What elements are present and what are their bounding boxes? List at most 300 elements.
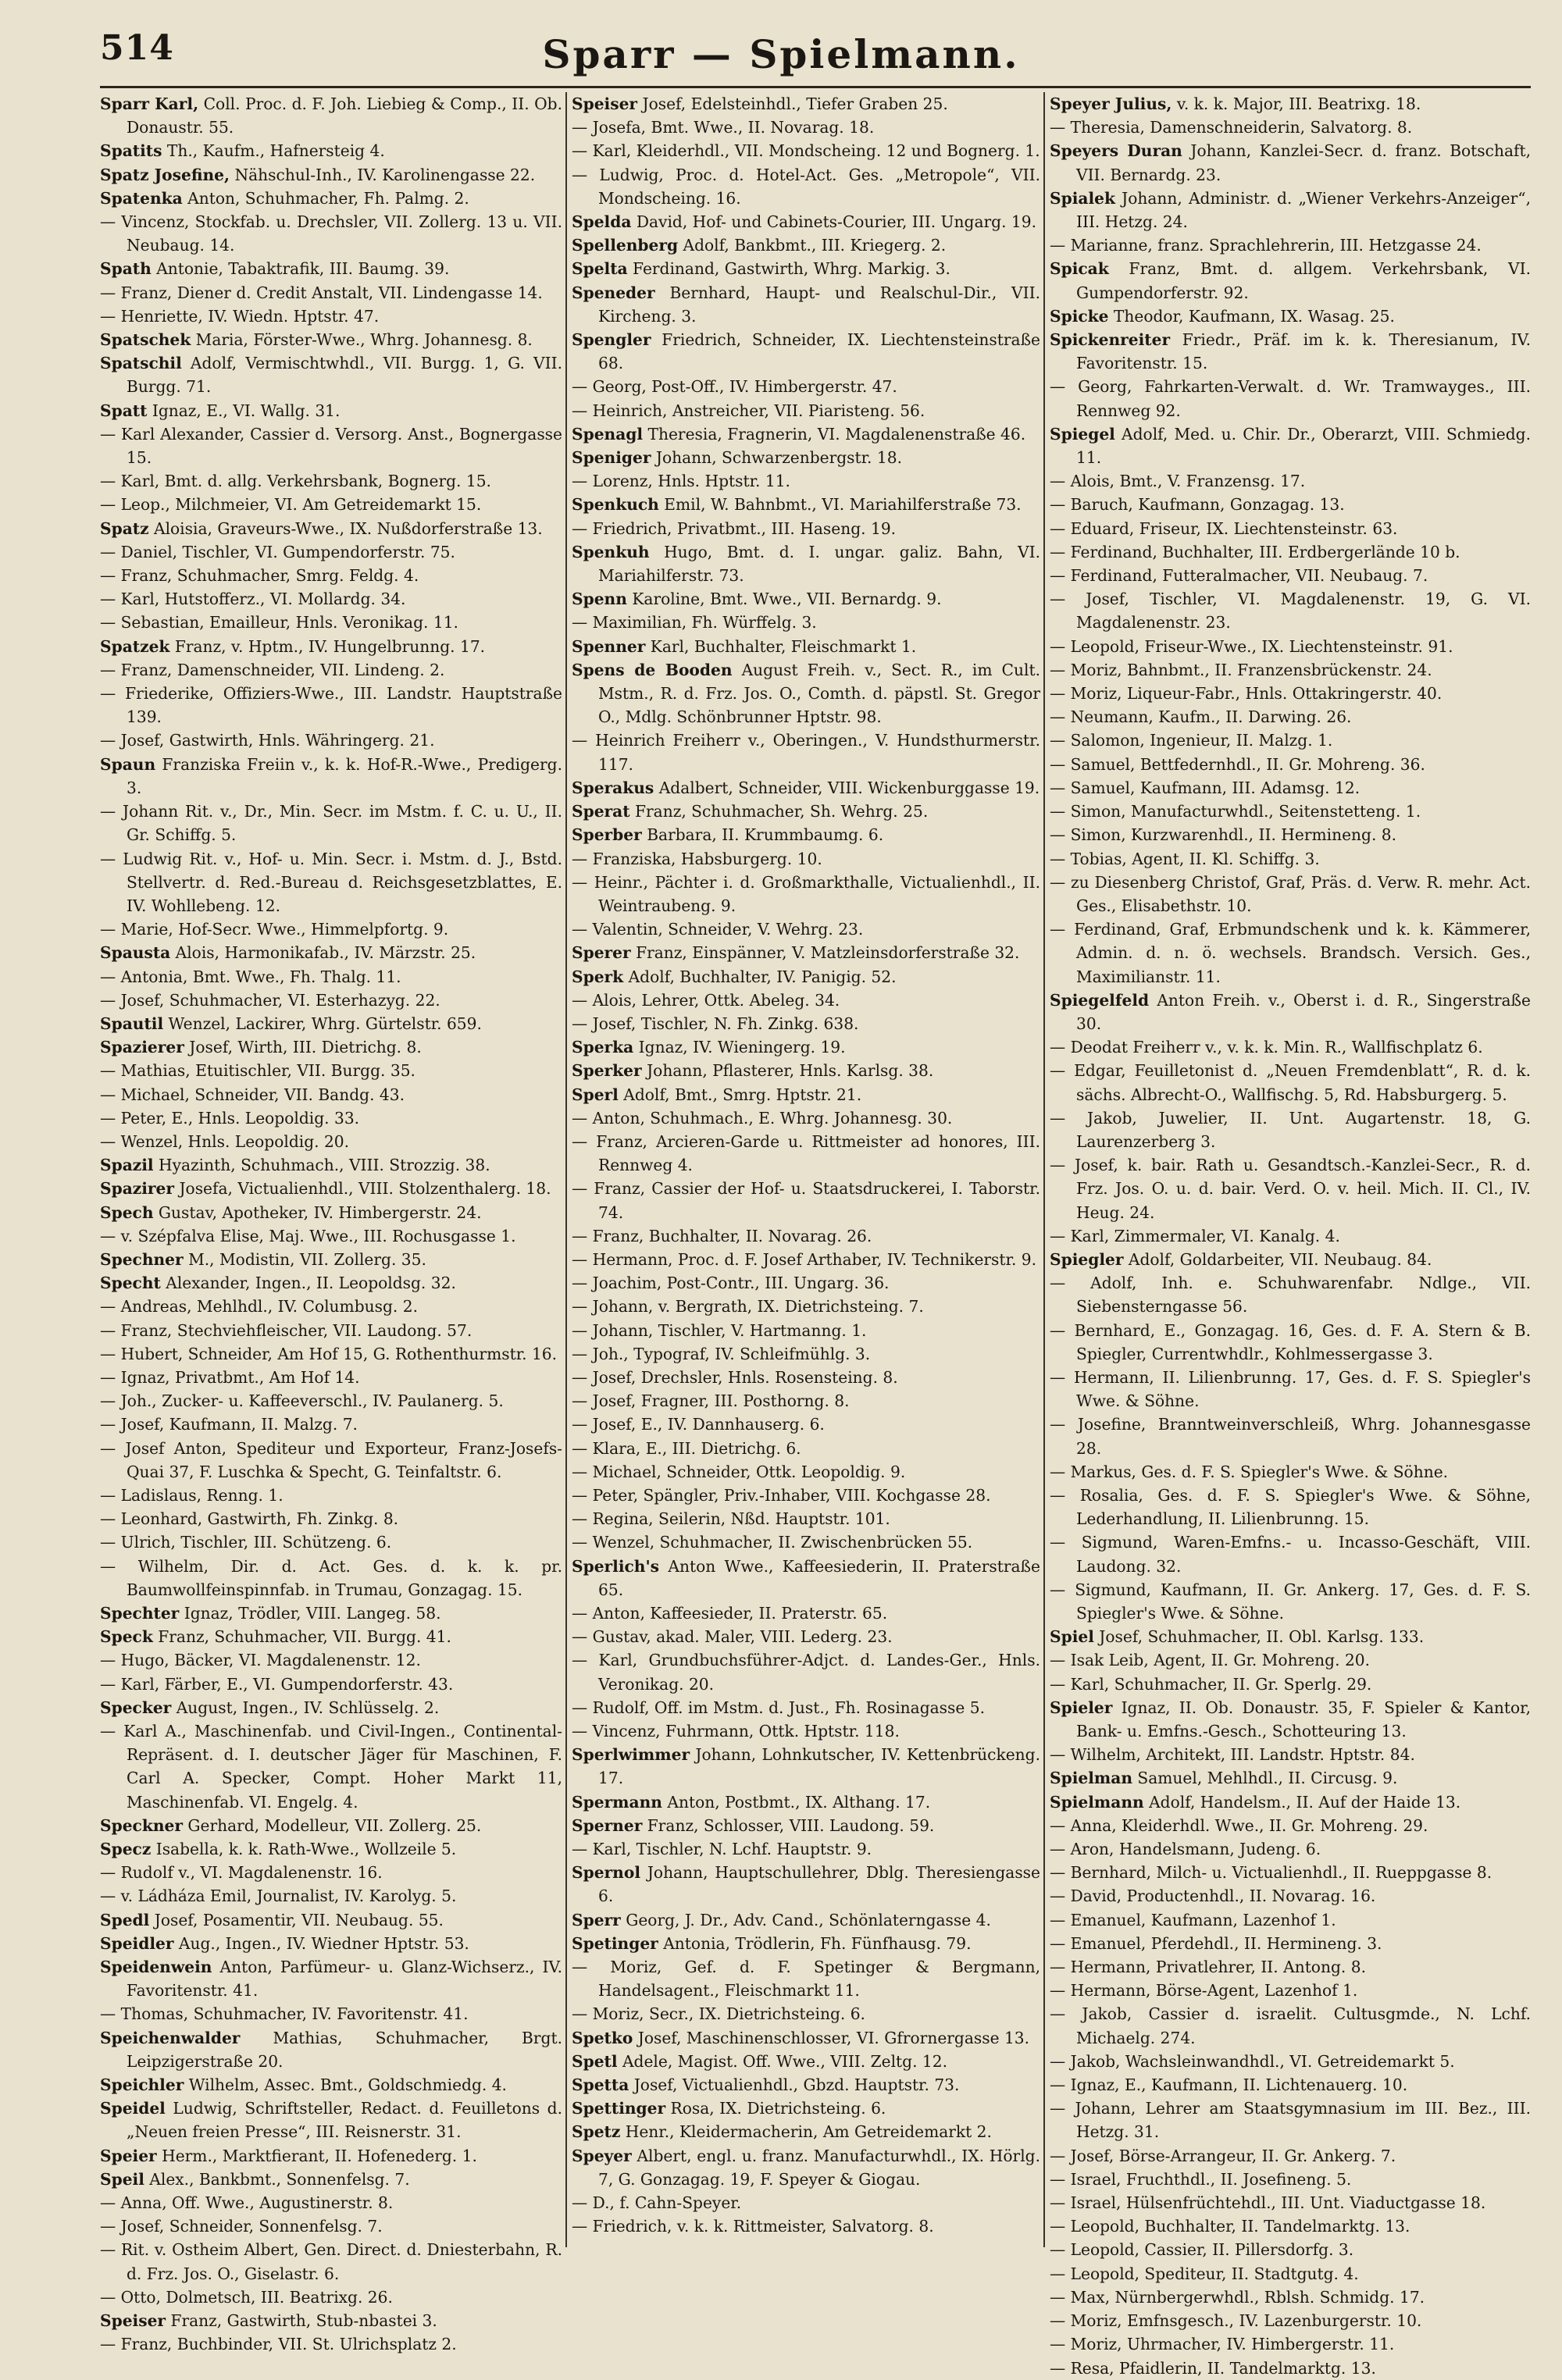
directory-entry bbox=[572, 1460, 1040, 1484]
entry-details: Johann, Lohnkutscher, IV. Kettenbrückeng. 17. bbox=[598, 1745, 1040, 1788]
entry-details: — Heinr., Pächter i. d. Großmarkthalle, Victualienhdl., II. Weintraubeng. 9. bbox=[572, 872, 1040, 915]
entry-surname: Spatschek bbox=[100, 330, 191, 350]
entry-details: — Johann, Lehrer am Staatsgymnasium im III. Bez., III. Hetzg. 31. bbox=[1050, 2099, 1531, 2142]
entry-details: Samuel, Mehlhdl., II. Circusg. 9. bbox=[1132, 1769, 1398, 1788]
entry-details: Karoline, Bmt. Wwe., VII. Bernardg. 9. bbox=[626, 590, 942, 609]
entry-details: — Leonhard, Gastwirth, Fh. Zinkg. 8. bbox=[100, 1509, 399, 1529]
column-3 bbox=[1050, 92, 1531, 2378]
entry-surname: Speyer bbox=[572, 2146, 632, 2165]
directory-entry bbox=[572, 163, 1040, 210]
directory-entry bbox=[572, 1224, 1040, 1248]
page-title: Sparr — Spielmann. bbox=[542, 31, 1020, 77]
entry-surname: Speidenwein bbox=[100, 1958, 212, 1977]
directory-entry bbox=[572, 1908, 1040, 1932]
entry-details: — Josef, Tischler, N. Fh. Zinkg. 638. bbox=[572, 1014, 859, 1033]
entry-surname: Spens de Booden bbox=[572, 660, 733, 679]
entry-details: — Hugo, Bäcker, VI. Magdalenenstr. 12. bbox=[100, 1651, 421, 1670]
directory-entry bbox=[1050, 1578, 1531, 1625]
entry-details: — Karl, Zimmermaler, VI. Kanalg. 4. bbox=[1050, 1226, 1340, 1245]
directory-entry bbox=[100, 2073, 562, 2097]
directory-entry bbox=[1050, 1932, 1531, 1955]
entry-details: Alois, Harmonikafab., IV. Märzstr. 25. bbox=[170, 943, 476, 963]
directory-entry bbox=[1050, 1884, 1531, 1908]
entry-details: — Anna, Off. Wwe., Augustinerstr. 8. bbox=[100, 2193, 394, 2213]
directory-entry bbox=[100, 564, 562, 587]
entry-details: — David, Productenhdl., II. Novarag. 16. bbox=[1050, 1887, 1376, 1906]
directory-entry bbox=[572, 328, 1040, 375]
entry-details: — Jakob, Cassier d. israelit. Cultusgmde., N. Lchf. Michaelg. 274. bbox=[1050, 2004, 1531, 2047]
entry-details: — Henriette, IV. Wiedn. Hptstr. 47. bbox=[100, 306, 380, 326]
directory-entry bbox=[100, 2286, 562, 2309]
entry-details: — Anton, Schuhmach., E. Whrg. Johannesg. 30. bbox=[572, 1108, 953, 1128]
entry-details: Johann, Pflasterer, Hnls. Karlsg. 38. bbox=[641, 1061, 934, 1081]
directory-entry bbox=[1050, 682, 1531, 705]
entry-details: — Rit. v. Ostheim Albert, Gen. Direct. d. Dniesterbahn, R. d. Frz. Jos. O., Giselastr. 6. bbox=[100, 2240, 562, 2283]
directory-entry bbox=[572, 1083, 1040, 1106]
directory-entry bbox=[1050, 328, 1531, 375]
entry-details: — Leopold, Friseur-Wwe., IX. Liechtensteinstr. 91. bbox=[1050, 636, 1453, 656]
directory-entry bbox=[1050, 564, 1531, 587]
entry-details: — Israel, Hülsenfrüchtehdl., III. Unt. Viaductgasse 18. bbox=[1050, 2193, 1486, 2213]
directory-entry bbox=[572, 1625, 1040, 1648]
entry-details: — Franz, Cassier der Hof- u. Staatsdruckerei, I. Taborstr. 74. bbox=[572, 1179, 1040, 1222]
entry-details: — Josef, Gastwirth, Hnls. Währingerg. 21. bbox=[100, 731, 435, 750]
entry-surname: Spatits bbox=[100, 141, 162, 161]
entry-details: — Franz, Schuhmacher, Smrg. Feldg. 4. bbox=[100, 566, 419, 586]
entry-details: Coll. Proc. d. F. Joh. Liebieg & Comp., II. Ob. Donaustr. 55. bbox=[127, 94, 562, 137]
directory-entry bbox=[100, 611, 562, 634]
directory-entry bbox=[1050, 917, 1531, 989]
directory-entry bbox=[100, 847, 562, 918]
entry-surname: Spetinger bbox=[572, 1933, 658, 1953]
entry-surname: Spicke bbox=[1050, 306, 1109, 326]
entry-details: Aug., Ingen., IV. Wiedner Hptstr. 53. bbox=[173, 1933, 469, 1953]
entry-surname: Spenner bbox=[572, 636, 646, 656]
entry-details: — Wilhelm, Architekt, III. Landstr. Hptstr. 84. bbox=[1050, 1745, 1415, 1765]
entry-details: — Klara, E., III. Dietrichg. 6. bbox=[572, 1438, 801, 1458]
entry-details: Gustav, Apotheker, IV. Himbergerstr. 24. bbox=[153, 1202, 482, 1222]
directory-entry bbox=[100, 1083, 562, 1106]
directory-entry bbox=[1050, 871, 1531, 917]
directory-entry bbox=[100, 2002, 562, 2025]
entry-surname: Spieler bbox=[1050, 1698, 1113, 1717]
directory-entry bbox=[1050, 540, 1531, 564]
entry-details: — Otto, Dolmetsch, III. Beatrixg. 26. bbox=[100, 2287, 393, 2307]
entry-details: — Bernhard, E., Gonzagag. 16, Ges. d. F. A. Stern & B. Spiegler, Currentwhdlr., Kohlmessergasse 3. bbox=[1050, 1320, 1531, 1363]
entry-details: — Johann, Tischler, V. Hartmanng. 1. bbox=[572, 1320, 867, 1340]
directory-entry bbox=[100, 941, 562, 964]
entry-details: — Israel, Fruchthdl., II. Josefineng. 5. bbox=[1050, 2169, 1352, 2189]
directory-entry bbox=[100, 399, 562, 422]
entry-details: — Moriz, Uhrmacher, IV. Himbergerstr. 11. bbox=[1050, 2335, 1395, 2354]
entry-details: — Marie, Hof-Secr. Wwe., Himmelpfortg. 9. bbox=[100, 920, 449, 939]
directory-entry bbox=[100, 1530, 562, 1554]
directory-entry bbox=[1050, 375, 1531, 422]
entry-details: — Hubert, Schneider, Am Hof 15, G. Rothenthurmstr. 16. bbox=[100, 1344, 558, 1363]
entry-details: — Friedrich, Privatbmt., III. Haseng. 19. bbox=[572, 518, 897, 538]
directory-entry bbox=[100, 1106, 562, 1130]
entry-details: Ignaz, Trödler, VIII. Langeg. 58. bbox=[179, 1604, 441, 1623]
entry-details: — Leopold, Cassier, II. Pillersdorfg. 3. bbox=[1050, 2240, 1354, 2260]
directory-entry bbox=[1050, 2332, 1531, 2356]
directory-entry bbox=[100, 1484, 562, 1507]
entry-details: — Emanuel, Kaufmann, Lazenhof 1. bbox=[1050, 1910, 1336, 1929]
entry-details: — Thomas, Schuhmacher, IV. Favoritenstr. 41. bbox=[100, 2004, 469, 2024]
entry-details: Adolf, Goldarbeiter, VII. Neubaug. 84. bbox=[1123, 1249, 1432, 1269]
directory-entry bbox=[572, 941, 1040, 964]
entry-details: Ignaz, IV. Wieningerg. 19. bbox=[633, 1038, 846, 1057]
directory-entry bbox=[572, 1790, 1040, 1814]
entry-details: Alexander, Ingen., II. Leopoldsg. 32. bbox=[160, 1274, 456, 1293]
entry-details: Rosa, IX. Dietrichsteing. 6. bbox=[665, 2099, 886, 2118]
entry-details: Gerhard, Modelleur, VII. Zollerg. 25. bbox=[182, 1815, 482, 1835]
entry-surname: Spenkuh bbox=[572, 542, 650, 561]
directory-entry bbox=[100, 305, 562, 328]
directory-entry bbox=[572, 540, 1040, 587]
directory-entry bbox=[100, 1177, 562, 1200]
directory-entry bbox=[572, 469, 1040, 493]
directory-entry bbox=[100, 2097, 562, 2143]
entry-surname: Specz bbox=[100, 1840, 152, 1859]
entry-details: Franz, Schuhmacher, Sh. Wehrg. 25. bbox=[629, 802, 929, 821]
entry-details: Adolf, Vermischtwhdl., VII. Burgg. 1, G. VII. Burgg. 71. bbox=[127, 354, 562, 397]
directory-entry bbox=[572, 1696, 1040, 1719]
entry-details: — Theresia, Damenschneiderin, Salvatorg. 8. bbox=[1050, 118, 1413, 137]
entry-details: Anton, Postbmt., IX. Althang. 17. bbox=[662, 1792, 931, 1812]
entry-details: — Ludwig Rit. v., Hof- u. Min. Secr. i. Mstm. d. J., Bstd. Stellvertr. d. Red.-Bureau d. Reichsgesetzblattes, E. IV. Wohllebeng. 12. bbox=[100, 849, 562, 915]
directory-entry bbox=[572, 399, 1040, 422]
entry-details: — Ferdinand, Futteralmacher, VII. Neubaug. 7. bbox=[1050, 566, 1428, 586]
directory-entry bbox=[100, 1814, 562, 1837]
directory-entry bbox=[100, 1507, 562, 1530]
entry-details: Josefa, Victualienhdl., VIII. Stolzenthalerg. 18. bbox=[174, 1179, 551, 1199]
entry-surname: Spatz Josefine, bbox=[100, 165, 230, 184]
directory-entry bbox=[100, 328, 562, 351]
entry-details: — Wilhelm, Dir. d. Act. Ges. d. k. k. pr. Baumwollfeinspinnfab. in Trumau, Gonzagag. 15. bbox=[100, 1556, 562, 1599]
entry-details: — Karl, Färber, E., VI. Gumpendorferstr. 43. bbox=[100, 1674, 454, 1694]
directory-entry bbox=[100, 1389, 562, 1413]
entry-details: — Andreas, Mehlhdl., IV. Columbusg. 2. bbox=[100, 1297, 419, 1316]
directory-entry bbox=[1050, 517, 1531, 540]
directory-entry bbox=[572, 1932, 1040, 1955]
directory-entry bbox=[1050, 1766, 1531, 1790]
directory-entry bbox=[572, 729, 1040, 775]
directory-entry bbox=[100, 1130, 562, 1153]
entry-surname: Sperner bbox=[572, 1815, 643, 1835]
entry-details: — Leop., Milchmeier, VI. Am Getreidemarkt 15. bbox=[100, 495, 482, 515]
entry-details: — Aron, Handelsmann, Judeng. 6. bbox=[1050, 1840, 1321, 1859]
entry-details: — Lorenz, Hnls. Hptstr. 11. bbox=[572, 472, 790, 491]
entry-details: Friedrich, Schneider, IX. Liechtensteinstraße 68. bbox=[598, 330, 1040, 373]
directory-entry bbox=[572, 1602, 1040, 1625]
directory-entry bbox=[100, 2238, 562, 2285]
directory-entry bbox=[1050, 1271, 1531, 1318]
directory-entry bbox=[100, 658, 562, 682]
directory-entry bbox=[1050, 493, 1531, 516]
entry-details: Nähschul-Inh., IV. Karolinengasse 22. bbox=[230, 165, 536, 184]
directory-entry bbox=[1050, 705, 1531, 729]
entry-details: Henr., Kleidermacherin, Am Getreidemarkt 2. bbox=[620, 2122, 992, 2142]
entry-details: Alex., Bankbmt., Sonnenfelsg. 7. bbox=[144, 2169, 410, 2189]
directory-entry bbox=[100, 729, 562, 752]
entry-details: August, Ingen., IV. Schlüsselg. 2. bbox=[171, 1698, 440, 1717]
entry-details: — Karl, Tischler, N. Lchf. Hauptstr. 9. bbox=[572, 1840, 872, 1859]
directory-entry bbox=[572, 422, 1040, 446]
entry-details: Josef, Maschinenschlosser, VI. Gfrornergasse 13. bbox=[633, 2028, 1030, 2047]
directory-entry bbox=[572, 1389, 1040, 1413]
directory-entry bbox=[100, 1059, 562, 1082]
entry-details: — Rudolf, Off. im Mstm. d. Just., Fh. Rosinagasse 5. bbox=[572, 1698, 985, 1717]
directory-entry bbox=[100, 1648, 562, 1672]
entry-details: — Emanuel, Pferdehdl., II. Hermineng. 3. bbox=[1050, 1933, 1382, 1953]
entry-details: — Georg, Post-Off., IV. Himbergerstr. 47. bbox=[572, 377, 897, 397]
directory-entry bbox=[572, 847, 1040, 871]
directory-entry bbox=[1050, 635, 1531, 658]
entry-details: Isabella, k. k. Rath-Wwe., Wollzeile 5. bbox=[151, 1840, 457, 1859]
directory-entry bbox=[100, 1224, 562, 1248]
directory-entry bbox=[1050, 1319, 1531, 1366]
entry-surname: Spialek bbox=[1050, 188, 1115, 208]
directory-entry bbox=[100, 1908, 562, 1932]
directory-entry bbox=[1050, 2214, 1531, 2238]
directory-entry bbox=[100, 469, 562, 493]
directory-entry bbox=[572, 493, 1040, 516]
entry-details: — Michael, Schneider, Ottk. Leopoldig. 9. bbox=[572, 1462, 906, 1481]
directory-entry bbox=[572, 139, 1040, 162]
entry-details: — Karl, Grundbuchsführer-Adjct. d. Landes-Ger., Hnls. Veronikag. 20. bbox=[572, 1651, 1040, 1694]
entry-surname: Spielmann bbox=[1050, 1792, 1144, 1812]
entry-details: — Wenzel, Hnls. Leopoldig. 20. bbox=[100, 1131, 350, 1151]
directory-entry bbox=[100, 1153, 562, 1177]
directory-entry bbox=[1050, 187, 1531, 233]
entry-surname: Speiser bbox=[572, 94, 638, 113]
entry-surname: Spazierer bbox=[100, 1038, 184, 1057]
entry-surname: Sperlwimmer bbox=[572, 1745, 690, 1765]
entry-details: — Samuel, Kaufmann, III. Adamsg. 12. bbox=[1050, 778, 1361, 797]
directory-entry bbox=[572, 2002, 1040, 2025]
entry-details: — Ladislaus, Renng. 1. bbox=[100, 1485, 284, 1505]
directory-entry bbox=[100, 2214, 562, 2238]
entry-details: — Antonia, Bmt. Wwe., Fh. Thalg. 11. bbox=[100, 967, 401, 986]
directory-entry bbox=[572, 210, 1040, 233]
directory-entry bbox=[100, 2168, 562, 2191]
entry-details: — Joh., Typograf, IV. Schleifmühlg. 3. bbox=[572, 1344, 871, 1363]
entry-details: — Valentin, Schneider, V. Wehrg. 23. bbox=[572, 920, 864, 939]
entry-details: — Markus, Ges. d. F. S. Spiegler's Wwe. & Söhne. bbox=[1050, 1462, 1449, 1481]
directory-entry bbox=[572, 1861, 1040, 1908]
directory-entry bbox=[572, 1530, 1040, 1554]
directory-entry bbox=[1050, 1673, 1531, 1696]
entry-details: — Franz, Damenschneider, VII. Lindeng. 2. bbox=[100, 660, 445, 679]
entry-details: — Moriz, Secr., IX. Dietrichsteing. 6. bbox=[572, 2004, 865, 2024]
directory-entry bbox=[100, 753, 562, 800]
entry-surname: Spautil bbox=[100, 1014, 164, 1033]
entry-surname: Speyer Julius, bbox=[1050, 94, 1172, 113]
entry-details: — Ludwig, Proc. d. Hotel-Act. Ges. „Metropole“, VII. Mondscheing. 16. bbox=[572, 165, 1040, 208]
entry-details: Franz, v. Hptm., IV. Hungelbrunng. 17. bbox=[169, 636, 486, 656]
entry-details: — Wenzel, Schuhmacher, II. Zwischenbrücken 55. bbox=[572, 1533, 973, 1552]
entry-details: — Sigmund, Waren-Emfns.- u. Incasso-Geschäft, VIII. Laudong. 32. bbox=[1050, 1533, 1531, 1576]
entry-surname: Spermann bbox=[572, 1792, 662, 1812]
entry-details: Aloisia, Graveurs-Wwe., IX. Nußdorferstraße 13. bbox=[148, 518, 543, 538]
directory-entry bbox=[100, 1413, 562, 1436]
entry-details: — Maximilian, Fh. Würffelg. 3. bbox=[572, 613, 817, 632]
directory-entry bbox=[572, 1555, 1040, 1602]
entry-details: — Josef Anton, Spediteur und Exporteur, Franz-Josefs-Quai 37, F. Luschka & Specht, G. Teinfaltstr. 6. bbox=[100, 1438, 562, 1481]
entry-details: — Joh., Zucker- u. Kaffeeverschl., IV. Paulanerg. 5. bbox=[100, 1391, 504, 1411]
entry-details: Ignaz, II. Ob. Donaustr. 35, F. Spieler & Kantor, Bank- u. Emfns.-Gesch., Schotteuring 13. bbox=[1076, 1698, 1531, 1741]
entry-surname: Spelta bbox=[572, 259, 628, 279]
directory-entry bbox=[1050, 658, 1531, 682]
entry-surname: Sperlich's bbox=[572, 1556, 660, 1576]
entry-surname: Spatzek bbox=[100, 636, 170, 656]
directory-entry bbox=[100, 210, 562, 257]
directory-entry bbox=[1050, 257, 1531, 304]
directory-entry bbox=[572, 1507, 1040, 1530]
entry-details: — Josef, Tischler, VI. Magdalenenstr. 19, G. VI. Magdalenenstr. 23. bbox=[1050, 590, 1531, 632]
directory-entry bbox=[100, 1012, 562, 1035]
directory-entry bbox=[100, 257, 562, 280]
entry-surname: Spechter bbox=[100, 1604, 180, 1623]
entry-details: Georg, J. Dr., Adv. Cand., Schönlaterngasse 4. bbox=[620, 1910, 991, 1929]
directory-entry bbox=[572, 823, 1040, 846]
directory-entry bbox=[572, 116, 1040, 139]
entry-details: — Salomon, Ingenieur, II. Malzg. 1. bbox=[1050, 731, 1333, 750]
entry-details: — Josef, E., IV. Dannhauserg. 6. bbox=[572, 1415, 825, 1434]
entry-details: — Karl Alexander, Cassier d. Versorg. Anst., Bognergasse 15. bbox=[100, 424, 562, 468]
entry-details: — Adolf, Inh. e. Schuhwarenfabr. Ndlge., VII. Siebensterngasse 56. bbox=[1050, 1274, 1531, 1316]
entry-surname: Spetko bbox=[572, 2028, 633, 2047]
entry-details: — Karl A., Maschinenfab. und Civil-Ingen., Continental-Repräsent. d. I. deutscher Jäger für Maschinen, F. Carl A. Specker, Compt. Hoher Markt 11, Maschinenfab. VI. Engelg. 4. bbox=[100, 1722, 562, 1812]
directory-entry bbox=[100, 587, 562, 611]
entry-details: — Hermann, II. Lilienbrunng. 17, Ges. d. F. S. Spiegler's Wwe. & Söhne. bbox=[1050, 1367, 1531, 1411]
directory-entry bbox=[1050, 1224, 1531, 1248]
directory-entry bbox=[572, 1130, 1040, 1177]
directory-entry bbox=[572, 776, 1040, 800]
directory-entry bbox=[100, 1861, 562, 1884]
entry-surname: Spernol bbox=[572, 1863, 640, 1883]
entry-details: Franz, Schuhmacher, VII. Burgg. 41. bbox=[152, 1627, 451, 1647]
entry-details: Franz, Schlosser, VIII. Laudong. 59. bbox=[642, 1815, 935, 1835]
directory-entry bbox=[1050, 1248, 1531, 1271]
entry-details: Franz, Einspänner, V. Matzleinsdorferstraße 32. bbox=[630, 943, 1020, 963]
entry-details: — Eduard, Friseur, IX. Liechtensteinstr. 63. bbox=[1050, 518, 1398, 538]
directory-entry bbox=[100, 989, 562, 1012]
entry-details: — Vincenz, Stockfab. u. Drechsler, VII. Zollerg. 13 u. VII. Neubaug. 14. bbox=[100, 212, 562, 255]
entry-surname: Spellenberg bbox=[572, 236, 679, 255]
directory-entry bbox=[1050, 2097, 1531, 2143]
column-divider bbox=[1043, 92, 1045, 2247]
entry-details: — Simon, Manufacturwhdl., Seitenstetteng. 1. bbox=[1050, 802, 1421, 821]
entry-details: Adolf, Bankbmt., III. Kriegerg. 2. bbox=[678, 236, 947, 255]
entry-surname: Spath bbox=[100, 259, 152, 279]
entry-surname: Spazirer bbox=[100, 1179, 175, 1199]
directory-entry bbox=[100, 1555, 562, 1602]
directory-entry bbox=[572, 1012, 1040, 1035]
directory-entry bbox=[572, 1719, 1040, 1743]
directory-entry bbox=[572, 989, 1040, 1012]
directory-entry bbox=[1050, 2050, 1531, 2073]
directory-entry bbox=[572, 257, 1040, 280]
directory-entry bbox=[100, 92, 562, 139]
directory-entry bbox=[572, 1059, 1040, 1082]
entry-details: — Sebastian, Emailleur, Hnls. Veronikag. 11. bbox=[100, 613, 458, 632]
directory-entry bbox=[572, 2120, 1040, 2143]
entry-surname: Spielman bbox=[1050, 1769, 1132, 1788]
entry-details: Adolf, Med. u. Chir. Dr., Oberarzt, VIII. Schmiedg. 11. bbox=[1076, 424, 1531, 468]
entry-surname: Spetl bbox=[572, 2051, 618, 2071]
entry-details: — Hermann, Proc. d. F. Josef Arthaber, IV. Technikerstr. 9. bbox=[572, 1249, 1037, 1269]
entry-surname: Speichler bbox=[100, 2075, 184, 2095]
entry-details: Franz, Bmt. d. allgem. Verkehrsbank, VI. Gumpendorferstr. 92. bbox=[1076, 259, 1531, 302]
directory-entry bbox=[100, 1248, 562, 1271]
entry-details: — Ignaz, E., Kaufmann, II. Lichtenauerg. 10. bbox=[1050, 2075, 1408, 2095]
entry-details: Wilhelm, Assec. Bmt., Goldschmiedg. 4. bbox=[184, 2075, 507, 2095]
entry-details: — Regina, Seilerin, Nßd. Hauptstr. 101. bbox=[572, 1509, 890, 1529]
directory-entry bbox=[572, 635, 1040, 658]
directory-entry bbox=[1050, 776, 1531, 800]
directory-entry bbox=[1050, 1908, 1531, 1932]
directory-entry bbox=[572, 1413, 1040, 1436]
entry-details: — Josef, Drechsler, Hnls. Rosensteing. 8. bbox=[572, 1367, 898, 1387]
entry-surname: Speidel bbox=[100, 2099, 166, 2118]
directory-entry bbox=[100, 917, 562, 941]
entry-details: Karl, Buchhalter, Fleischmarkt 1. bbox=[645, 636, 917, 656]
entry-surname: Spenkuch bbox=[572, 495, 659, 515]
directory-entry bbox=[100, 635, 562, 658]
entry-details: Josef, Posamentir, VII. Neubaug. 55. bbox=[149, 1910, 444, 1929]
directory-entry bbox=[100, 187, 562, 210]
directory-entry bbox=[100, 540, 562, 564]
entry-surname: Spatz bbox=[100, 518, 149, 538]
directory-entry bbox=[572, 800, 1040, 823]
directory-entry bbox=[1050, 1460, 1531, 1484]
directory-entry bbox=[572, 375, 1040, 398]
directory-entry bbox=[100, 139, 562, 162]
directory-entry bbox=[572, 587, 1040, 611]
directory-entry bbox=[1050, 1530, 1531, 1577]
entry-surname: Speck bbox=[100, 1627, 153, 1647]
directory-entry bbox=[1050, 2357, 1531, 2380]
entry-details: — Hermann, Börse-Agent, Lazenhof 1. bbox=[1050, 1981, 1358, 2001]
directory-entry bbox=[572, 2214, 1040, 2238]
entry-details: — Josef, Schneider, Sonnenfelsg. 7. bbox=[100, 2217, 383, 2236]
entry-details: Theresia, Fragnerin, VI. Magdalenenstraße 46. bbox=[643, 424, 1026, 444]
directory-entry bbox=[1050, 2073, 1531, 2097]
directory-entry bbox=[100, 682, 562, 729]
entry-details: — Max, Nürnbergerwhdl., Rblsh. Schmidg. 17. bbox=[1050, 2287, 1425, 2307]
directory-entry bbox=[1050, 989, 1531, 1035]
entry-surname: Sperakus bbox=[572, 778, 654, 797]
entry-surname: Sperer bbox=[572, 943, 631, 963]
entry-details: Johann, Schwarzenbergstr. 18. bbox=[651, 448, 902, 468]
entry-surname: Spausta bbox=[100, 943, 171, 963]
entry-surname: Spiel bbox=[1050, 1627, 1094, 1647]
directory-entry bbox=[1050, 1814, 1531, 1837]
entry-details: Maria, Förster-Wwe., Whrg. Johannesg. 8. bbox=[191, 330, 533, 350]
directory-entry bbox=[572, 2097, 1040, 2120]
entry-details: — Ferdinand, Graf, Erbmundschenk und k. k. Kämmerer, Admin. d. n. ö. wechsels. Brandsch. Versich. Ges., Maximilianstr. 11. bbox=[1050, 920, 1531, 986]
entry-surname: Spelda bbox=[572, 212, 632, 232]
column-2 bbox=[572, 92, 1040, 2247]
entry-surname: Sperat bbox=[572, 802, 630, 821]
entry-details: — D., f. Cahn-Speyer. bbox=[572, 2193, 742, 2213]
entry-details: — Josefine, Branntweinverschleiß, Whrg. Johannesgasse 28. bbox=[1050, 1415, 1531, 1458]
directory-entry bbox=[100, 2332, 562, 2356]
directory-entry bbox=[1050, 1035, 1531, 1059]
entry-details: — Heinrich Freiherr v., Oberingen., V. Hundsthurmerstr. 117. bbox=[572, 731, 1040, 774]
directory-entry bbox=[1050, 1696, 1531, 1743]
